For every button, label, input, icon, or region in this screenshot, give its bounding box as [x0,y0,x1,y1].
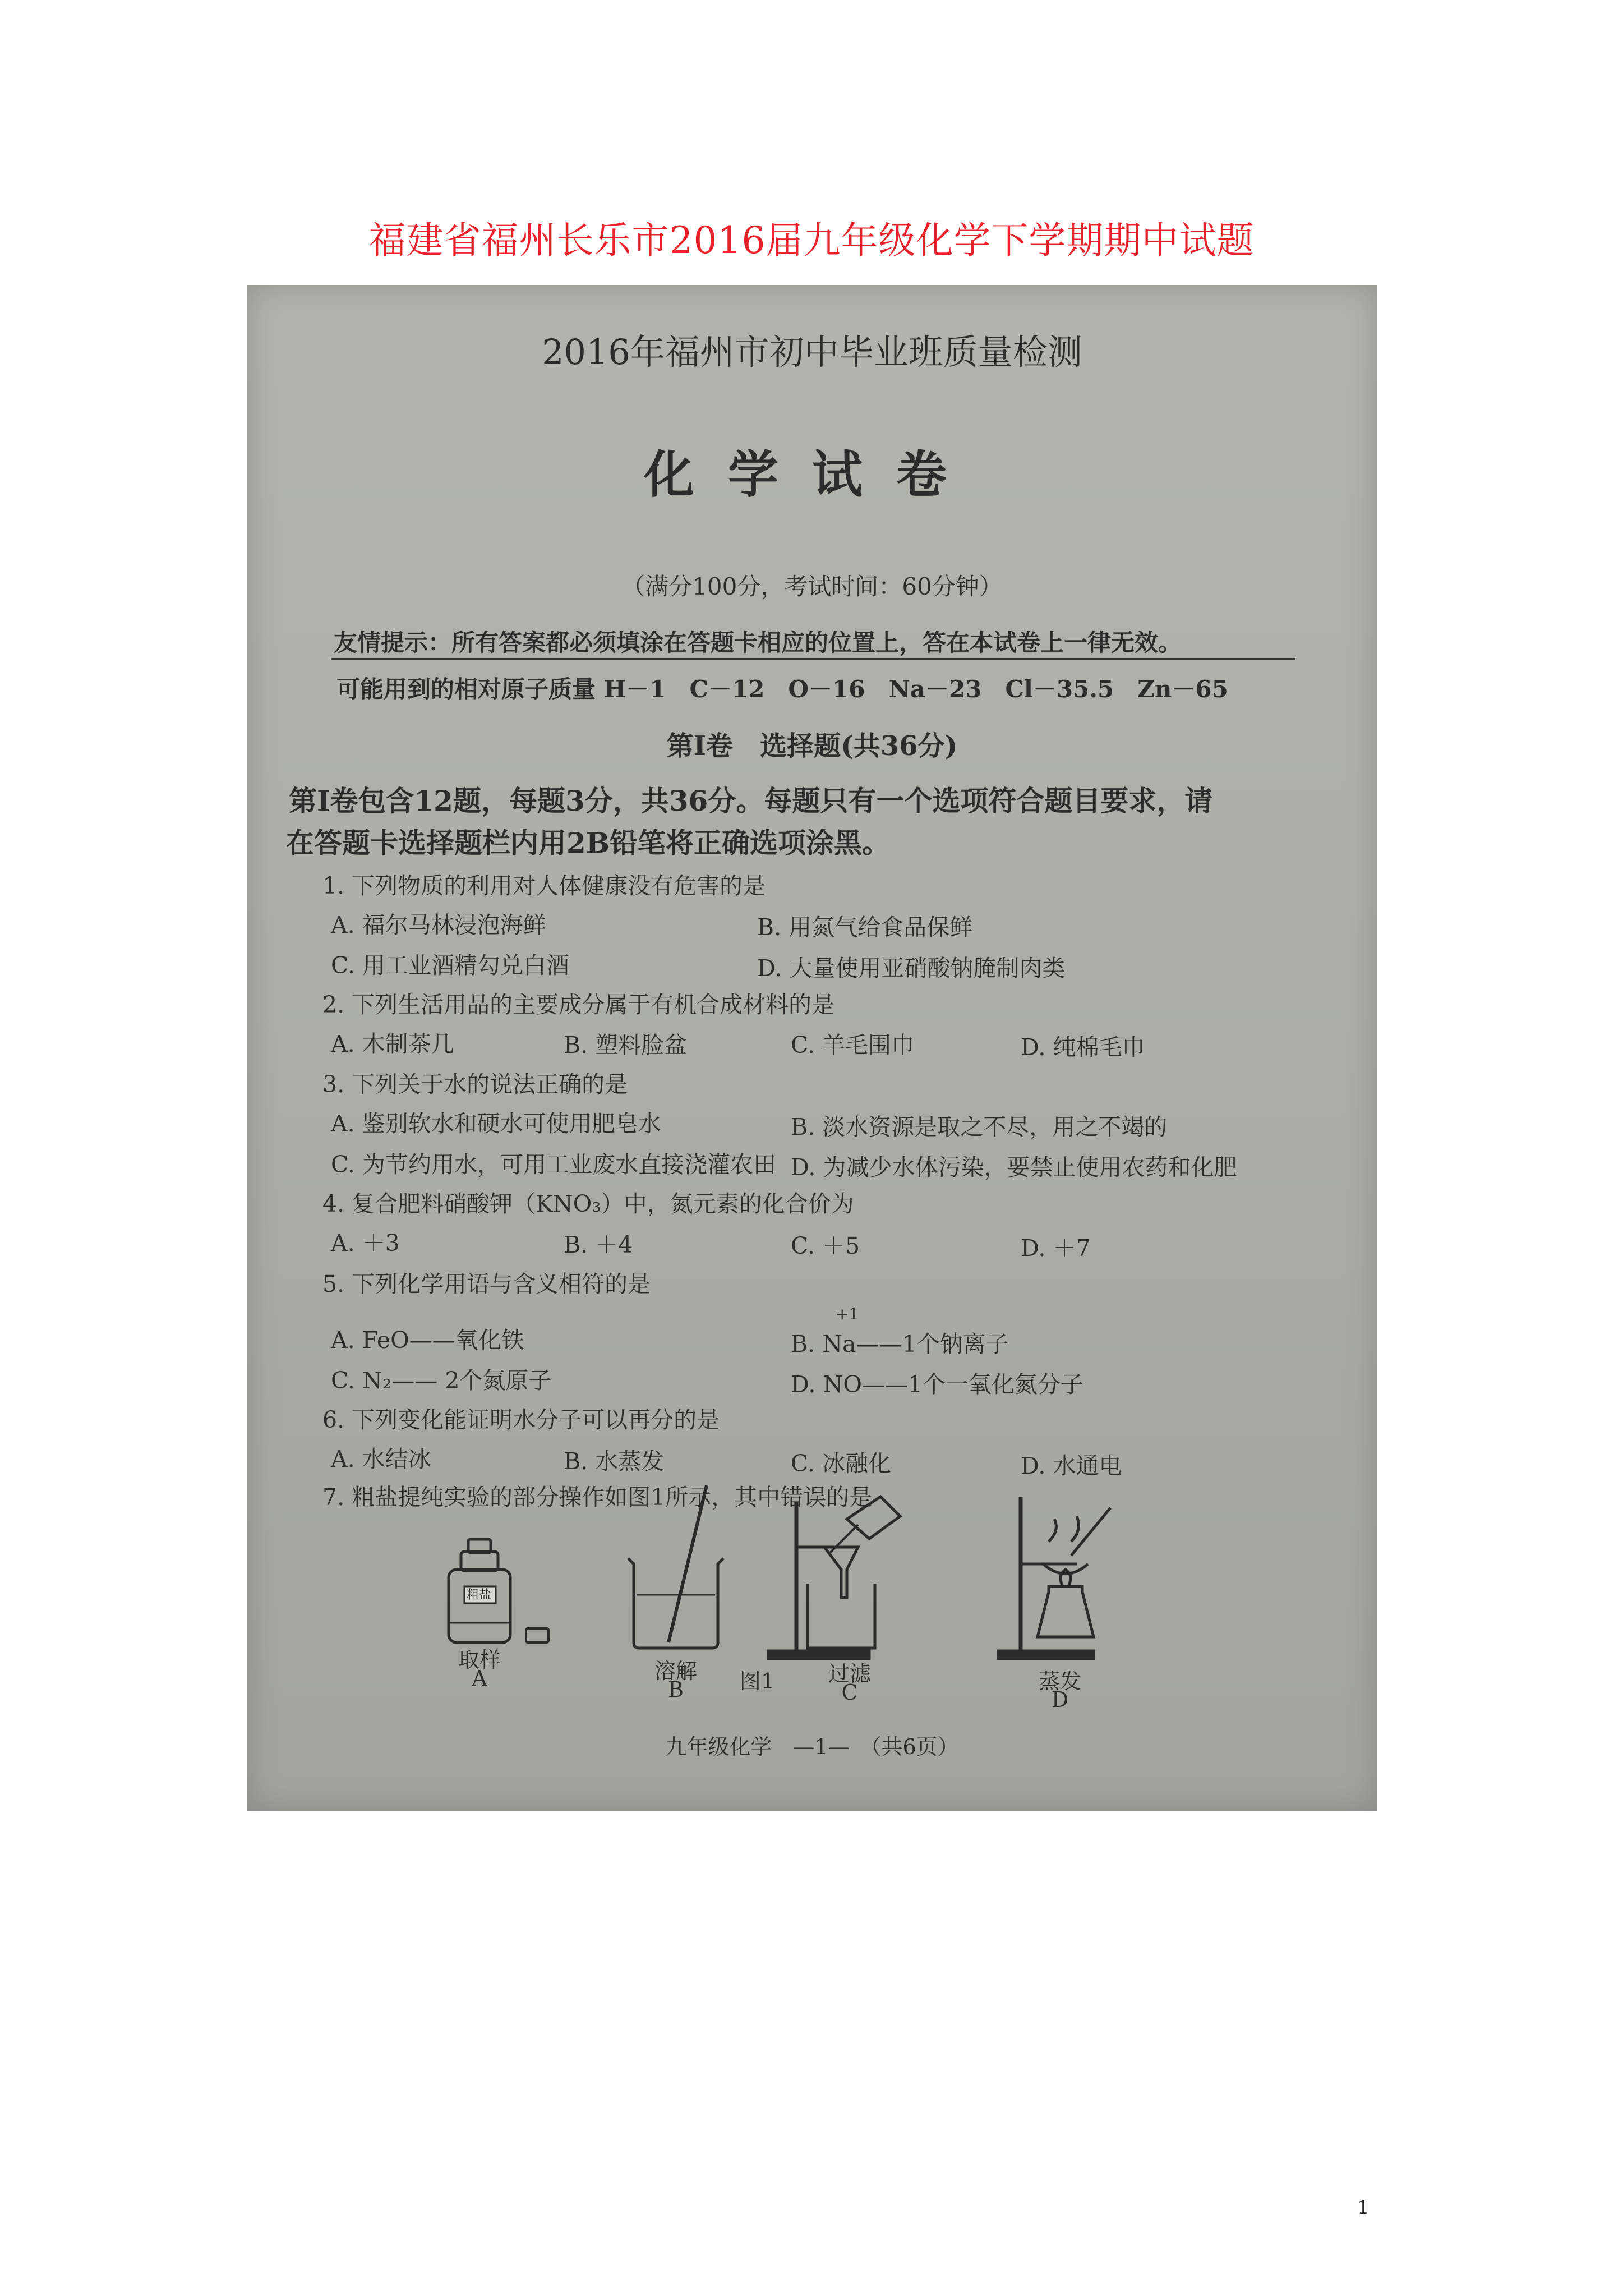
evaporation-setup-icon [998,1497,1110,1659]
figure-1 [247,1485,1377,1712]
figure-caption: 图1 [739,1669,775,1694]
q2-option-b: B. 塑料脸盆 [564,1032,688,1059]
exam-score-time: （满分100分，考试时间：60分钟） [621,573,1003,600]
page-number: 1 [1357,2196,1370,2219]
question-5: 5. 下列化学用语与含义相符的是 [322,1271,651,1297]
step-a-letter: A [472,1666,487,1691]
question-2: 2. 下列生活用品的主要成分属于有机合成材料的是 [322,991,835,1018]
q5-option-c: C. N₂—— 2个氮原子 [331,1367,552,1394]
q4-option-a: A. ＋3 [331,1230,400,1257]
q4-option-b: B. ＋4 [564,1231,633,1258]
q2-option-d: D. 纯棉毛巾 [1021,1034,1145,1061]
question-7: 7. 粗盐提纯实验的部分操作如图1所示，其中错误的是 [322,1484,873,1511]
beaker-stirring-icon [628,1485,723,1648]
section-title: 第Ⅰ卷 选择题(共36分) [666,730,958,762]
step-d-name: 蒸发 [1038,1669,1081,1694]
q1-option-c: C. 用工业酒精勾兑白酒 [331,952,569,979]
atomic-masses: 可能用到的相对原子质量 H－1 C－12 O－16 Na－23 Cl－35.5 Zn－65 [336,675,1228,703]
q1-option-b: B. 用氮气给食品保鲜 [757,914,973,941]
exam-footer: 九年级化学 —1— （共6页） [665,1734,959,1759]
q5-option-d: D. NO——1个一氧化氮分子 [791,1371,1084,1398]
sodium-charge-superscript: +1 [836,1305,859,1323]
question-6: 6. 下列变化能证明水分子可以再分的是 [322,1406,720,1433]
q2-option-c: C. 羊毛围巾 [791,1032,914,1059]
q5-option-b: B. Na——1个钠离子 [791,1331,1009,1358]
question-1: 1. 下列物质的利用对人体健康没有危害的是 [322,872,766,899]
exam-subject: 化学试卷 [644,445,980,504]
step-c-name: 过滤 [828,1662,871,1686]
jar-label: 粗盐 [466,1588,492,1602]
instruction-line-2: 在答题卡选择题栏内用2B铅笔将正确选项涂黑。 [286,826,891,859]
q6-option-c: C. 冰融化 [791,1450,891,1477]
document-title: 福建省福州长乐市2016届九年级化学下学期期中试题 [368,219,1255,262]
q5-option-a: A. FeO——氧化铁 [331,1327,524,1354]
step-a-name: 取样 [458,1648,501,1672]
question-4: 4. 复合肥料硝酸钾（KNO₃）中，氮元素的化合价为 [322,1190,854,1217]
q1-option-a: A. 福尔马林浸泡海鲜 [331,912,546,938]
q3-option-b: B. 淡水资源是取之不尽，用之不竭的 [791,1114,1168,1140]
q3-option-a: A. 鉴别软水和硬水可使用肥皂水 [331,1110,661,1137]
q4-option-c: C. ＋5 [791,1232,860,1259]
step-c-letter: C [841,1680,858,1705]
q3-option-c: C. 为节约用水，可用工业废水直接浇灌农田 [331,1151,776,1178]
reagent-jar-icon [449,1539,548,1642]
q3-option-d: D. 为减少水体污染，要禁止使用农药和化肥 [791,1154,1237,1181]
question-3: 3. 下列关于水的说法正确的是 [322,1071,628,1098]
tip-underline [331,658,1295,660]
step-b-letter: B [668,1677,684,1702]
exam-photo [247,285,1377,1811]
q6-option-d: D. 水通电 [1021,1452,1122,1479]
filtration-setup-icon [768,1497,900,1659]
q1-option-d: D. 大量使用亚硝酸钠腌制肉类 [757,955,1066,982]
q4-option-d: D. ＋7 [1021,1235,1091,1262]
q6-option-b: B. 水蒸发 [564,1448,665,1475]
q2-option-a: A. 木制茶几 [331,1030,454,1057]
step-d-letter: D [1051,1687,1069,1712]
exam-header: 2016年福州市初中毕业班质量检测 [542,332,1082,372]
exam-tip: 友情提示：所有答案都必须填涂在答题卡相应的位置上，答在本试卷上一律无效。 [334,629,1182,656]
q6-option-a: A. 水结冰 [331,1446,431,1473]
step-b-name: 溶解 [654,1659,697,1683]
instruction-line-1: 第Ⅰ卷包含12题，每题3分，共36分。每题只有一个选项符合题目要求，请 [289,784,1213,817]
